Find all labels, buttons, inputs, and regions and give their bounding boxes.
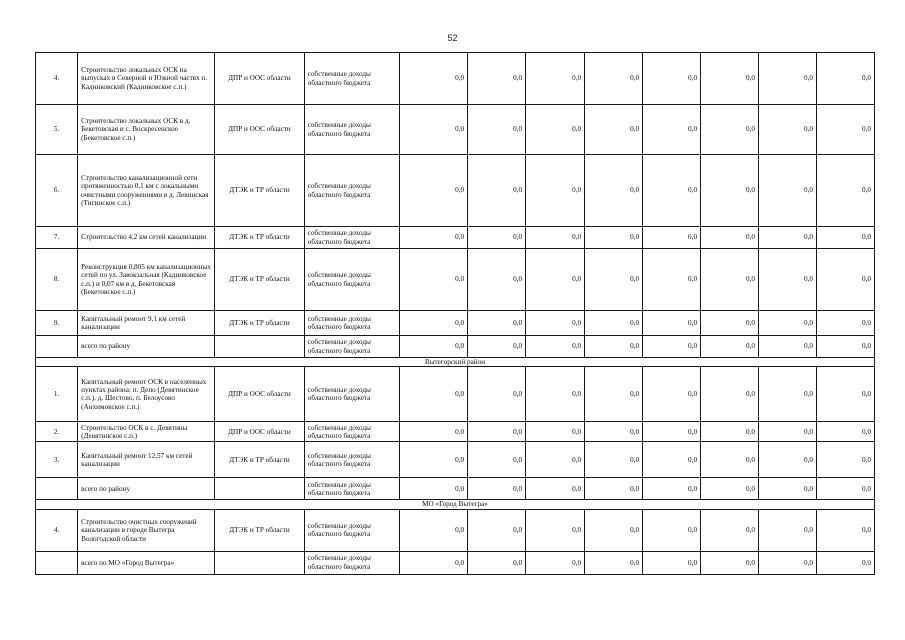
table-row: [36, 227, 875, 249]
table-row: [36, 442, 875, 478]
value-cell: 0,0: [468, 53, 526, 105]
value-cell: 0,0: [701, 551, 759, 574]
value-cell: 0,0: [526, 442, 585, 478]
value-cell: 0,0: [643, 442, 701, 478]
value-cell: 0,0: [701, 227, 759, 249]
value-cell: 0,0: [468, 551, 526, 574]
value-cell: 0,0: [585, 155, 643, 227]
value-cell: 0,0: [816, 227, 874, 249]
value-cell: 0,0: [526, 367, 585, 422]
value-cell: 0,0: [701, 509, 759, 551]
section-caption-row: [36, 500, 875, 509]
measure-name: Капитальный ремонт 12,57 км сетей канализации: [78, 442, 215, 478]
value-cell: 0,0: [399, 105, 468, 155]
responsible: ДПР и ООС области: [215, 53, 305, 105]
value-cell: 0,0: [643, 478, 701, 500]
page-number: 52: [447, 33, 458, 43]
value-cell: 0,0: [468, 367, 526, 422]
table-row: [36, 249, 875, 311]
value-cell: 0,0: [526, 53, 585, 105]
value-cell: 0,0: [526, 311, 585, 336]
value-cell: 0,0: [468, 227, 526, 249]
value-cell: 0,0: [526, 478, 585, 500]
value-cell: 0,0: [816, 336, 874, 358]
value-cell: 0,0: [468, 155, 526, 227]
value-cell: 0,0: [701, 367, 759, 422]
value-cell: 0,0: [643, 155, 701, 227]
row-number: 2.: [36, 422, 78, 442]
value-cell: 0,0: [816, 422, 874, 442]
district-caption: Вытегорский район: [36, 358, 875, 367]
value-cell: 0,0: [585, 367, 643, 422]
value-cell: 0,0: [526, 336, 585, 358]
value-cell: 0,0: [526, 249, 585, 311]
value-cell: 0,0: [816, 551, 874, 574]
measure-name: Строительство ОСК в с. Девятины (Девятинское с.п.): [78, 422, 215, 442]
measure-name: Строительство канализационной сети протяженностью 0,1 км с локальными очистными сооружениями в д. Левинская (Тигинское с.п.): [78, 155, 215, 227]
value-cell: 0,0: [759, 478, 817, 500]
value-cell: 0,0: [399, 478, 468, 500]
responsible: ДТЭК и ТР области: [215, 155, 305, 227]
value-cell: 0,0: [526, 227, 585, 249]
table-row: [36, 551, 875, 574]
value-cell: 0,0: [399, 227, 468, 249]
value-cell: 0,0: [759, 105, 817, 155]
value-cell: 0,0: [526, 155, 585, 227]
value-cell: 0,0: [701, 336, 759, 358]
responsible: ДПР и ООС области: [215, 105, 305, 155]
measure-name: Капитальный ремонт 9,1 км сетей канализации: [78, 311, 215, 336]
row-number: 4.: [36, 509, 78, 551]
responsible: ДПР и ООС области: [215, 367, 305, 422]
measure-name: всего по району: [78, 336, 215, 358]
responsible: ДТЭК и ТР области: [215, 509, 305, 551]
value-cell: 0,0: [585, 478, 643, 500]
value-cell: 0,0: [701, 311, 759, 336]
measure-name: всего по району: [78, 478, 215, 500]
funding-source: собственные доходы областного бюджета: [304, 478, 399, 500]
value-cell: 0,0: [643, 336, 701, 358]
value-cell: 0,0: [468, 249, 526, 311]
value-cell: 0,0: [468, 478, 526, 500]
value-cell: 0,0: [816, 155, 874, 227]
table-row: [36, 367, 875, 422]
value-cell: 0,0: [585, 227, 643, 249]
value-cell: 0,0: [816, 367, 874, 422]
row-number: 3.: [36, 442, 78, 478]
value-cell: 0,0: [643, 509, 701, 551]
value-cell: 0,0: [701, 442, 759, 478]
value-cell: 0,0: [759, 422, 817, 442]
row-number: 9.: [36, 311, 78, 336]
funding-source: собственные доходы областного бюджета: [304, 422, 399, 442]
responsible: ДТЭК и ТР области: [215, 442, 305, 478]
value-cell: 0,0: [585, 249, 643, 311]
value-cell: 0,0: [759, 367, 817, 422]
value-cell: 0,0: [759, 227, 817, 249]
value-cell: 0,0: [585, 105, 643, 155]
responsible: ДТЭК и ТР области: [215, 227, 305, 249]
responsible: [215, 551, 305, 574]
value-cell: 0,0: [399, 53, 468, 105]
table-row: [36, 336, 875, 358]
value-cell: 0,0: [701, 155, 759, 227]
measure-name: всего по МО «Город Вытегра»: [78, 551, 215, 574]
value-cell: 0,0: [816, 442, 874, 478]
value-cell: 0,0: [399, 551, 468, 574]
value-cell: 0,0: [585, 442, 643, 478]
measure-name: Строительство локальных ОСК в д. Бекетовская и с. Воскресенское (Бекетовское с.п.): [78, 105, 215, 155]
value-cell: 0,0: [585, 422, 643, 442]
value-cell: 0,0: [816, 105, 874, 155]
row-number: 7.: [36, 227, 78, 249]
value-cell: 0,0: [585, 551, 643, 574]
value-cell: 0,0: [816, 53, 874, 105]
row-number: 1.: [36, 367, 78, 422]
funding-source: собственные доходы областного бюджета: [304, 105, 399, 155]
row-number: 5.: [36, 105, 78, 155]
table-row: [36, 478, 875, 500]
value-cell: 0,0: [399, 442, 468, 478]
row-number: [36, 551, 78, 574]
responsible: [215, 336, 305, 358]
value-cell: 0,0: [399, 367, 468, 422]
table-row: [36, 53, 875, 105]
value-cell: 0,0: [759, 336, 817, 358]
value-cell: 0,0: [759, 155, 817, 227]
table-row: [36, 155, 875, 227]
value-cell: 0,0: [701, 249, 759, 311]
funding-source: собственные доходы областного бюджета: [304, 551, 399, 574]
value-cell: 0,0: [643, 551, 701, 574]
measure-name: Строительство очистных сооружений канализации в городе Вытегра Вологодской области: [78, 509, 215, 551]
value-cell: 0,0: [643, 422, 701, 442]
mo-caption: МО «Город Вытегра»: [36, 500, 875, 509]
funding-source: собственные доходы областного бюджета: [304, 53, 399, 105]
value-cell: 0,0: [526, 509, 585, 551]
value-cell: 0,0: [399, 509, 468, 551]
value-cell: 0,0: [643, 249, 701, 311]
value-cell: 0,0: [759, 442, 817, 478]
budget-table: [35, 52, 875, 575]
value-cell: 0,0: [816, 311, 874, 336]
table-row: [36, 311, 875, 336]
section-caption-row: [36, 358, 875, 367]
value-cell: 0,0: [399, 155, 468, 227]
row-number: [36, 478, 78, 500]
value-cell: 0,0: [526, 422, 585, 442]
value-cell: 0,0: [643, 367, 701, 422]
value-cell: 0,0: [759, 249, 817, 311]
responsible: [215, 478, 305, 500]
funding-source: собственные доходы областного бюджета: [304, 336, 399, 358]
value-cell: 0,0: [526, 551, 585, 574]
value-cell: 0,0: [701, 422, 759, 442]
value-cell: 0,0: [816, 249, 874, 311]
value-cell: 0,0: [585, 336, 643, 358]
responsible: ДПР и ООС области: [215, 422, 305, 442]
responsible: ДТЭК и ТР области: [215, 249, 305, 311]
value-cell: 0,0: [701, 478, 759, 500]
measure-name: Строительство локальных ОСК на выпусках в Северной и Южной частях п. Кадниковский (Кадниковское с.п.): [78, 53, 215, 105]
funding-source: собственные доходы областного бюджета: [304, 367, 399, 422]
row-number: 6.: [36, 155, 78, 227]
value-cell: 0,0: [585, 509, 643, 551]
value-cell: 0,0: [468, 422, 526, 442]
value-cell: 0,0: [468, 311, 526, 336]
funding-source: собственные доходы областного бюджета: [304, 227, 399, 249]
value-cell: 0,0: [399, 422, 468, 442]
table-row: [36, 105, 875, 155]
value-cell: 0,0: [643, 311, 701, 336]
value-cell: 0,0: [701, 53, 759, 105]
funding-source: собственные доходы областного бюджета: [304, 509, 399, 551]
funding-source: собственные доходы областного бюджета: [304, 249, 399, 311]
value-cell: 0,0: [585, 53, 643, 105]
row-number: 4.: [36, 53, 78, 105]
row-number: [36, 336, 78, 358]
value-cell: 0,0: [643, 227, 701, 249]
table-row: [36, 422, 875, 442]
measure-name: Реконструкция 0,805 км канализационных сетей по ул. Завокзальная (Кадниковское с.п.) и 0,07 км в д. Бекетовская (Бекетовское с.п.): [78, 249, 215, 311]
value-cell: 0,0: [643, 105, 701, 155]
value-cell: 0,0: [759, 53, 817, 105]
measure-name: Строительство 4,2 км сетей канализации: [78, 227, 215, 249]
measure-name: Капитальный ремонт ОСК в населенных пунктах района: п. Депо (Девятинское с.п.), д. Шестово, п. Белоусово (Анхимовское с.п.): [78, 367, 215, 422]
funding-source: собственные доходы областного бюджета: [304, 155, 399, 227]
row-number: 8.: [36, 249, 78, 311]
value-cell: 0,0: [759, 311, 817, 336]
value-cell: 0,0: [468, 509, 526, 551]
value-cell: 0,0: [468, 442, 526, 478]
value-cell: 0,0: [643, 53, 701, 105]
value-cell: 0,0: [759, 509, 817, 551]
funding-source: собственные доходы областного бюджета: [304, 442, 399, 478]
value-cell: 0,0: [468, 336, 526, 358]
value-cell: 0,0: [816, 478, 874, 500]
value-cell: 0,0: [585, 311, 643, 336]
value-cell: 0,0: [701, 105, 759, 155]
responsible: ДТЭК и ТР области: [215, 311, 305, 336]
value-cell: 0,0: [468, 105, 526, 155]
value-cell: 0,0: [399, 336, 468, 358]
value-cell: 0,0: [399, 311, 468, 336]
table-row: [36, 509, 875, 551]
value-cell: 0,0: [816, 509, 874, 551]
value-cell: 0,0: [399, 249, 468, 311]
value-cell: 0,0: [759, 551, 817, 574]
value-cell: 0,0: [526, 105, 585, 155]
funding-source: собственные доходы областного бюджета: [304, 311, 399, 336]
